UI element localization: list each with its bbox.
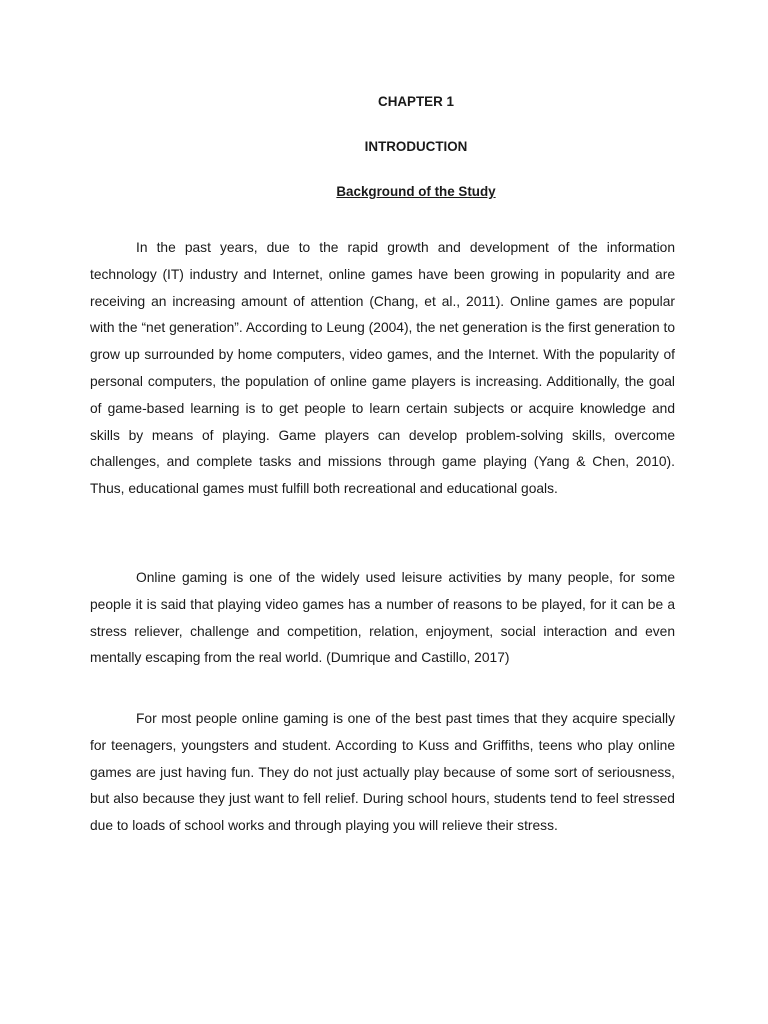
subsection-heading: Background of the Study: [336, 184, 496, 199]
body-paragraph: For most people online gaming is one of the best past times that they acquire specially for teenagers, youngsters and student. According to Kuss and Griffiths, teens who play online games are just having fun. They do not just actually play because of some sort of seriousness, but also because they just want to fell relief. During school hours, students tend to feel stressed due to loads of school works and through playing you will relieve their stress.: [90, 711, 675, 834]
section-heading: INTRODUCTION: [364, 139, 468, 154]
chapter-heading: CHAPTER 1: [378, 94, 454, 109]
body-paragraph: Online gaming is one of the widely used leisure activities by many people, for some people it is said that playing video games has a number of reasons to be played, for it can be a stress reliever, challenge and competition, relation, enjoyment, social interaction and even mentally escaping from the real world. (Dumrique and Castillo, 2017): [90, 570, 675, 666]
body-paragraph: In the past years, due to the rapid growth and development of the information technology (IT) industry and Internet, online games have been growing in popularity and are receiving an increasing amount of attention (Chang, et al., 2011). Online games are popular with the “net generation”. According to Leung (2004), the net generation is the first generation to grow up surrounded by home computers, video games, and the Internet. With the popularity of personal computers, the population of online game players is increasing. Additionally, the goal of game-based learning is to get people to learn certain subjects or acquire knowledge and skills by means of playing. Game players can develop problem-solving skills, overcome challenges, and complete tasks and missions through game playing (Yang & Chen, 2010). Thus, educational games must fulfill both recreational and educational goals.: [90, 240, 675, 497]
